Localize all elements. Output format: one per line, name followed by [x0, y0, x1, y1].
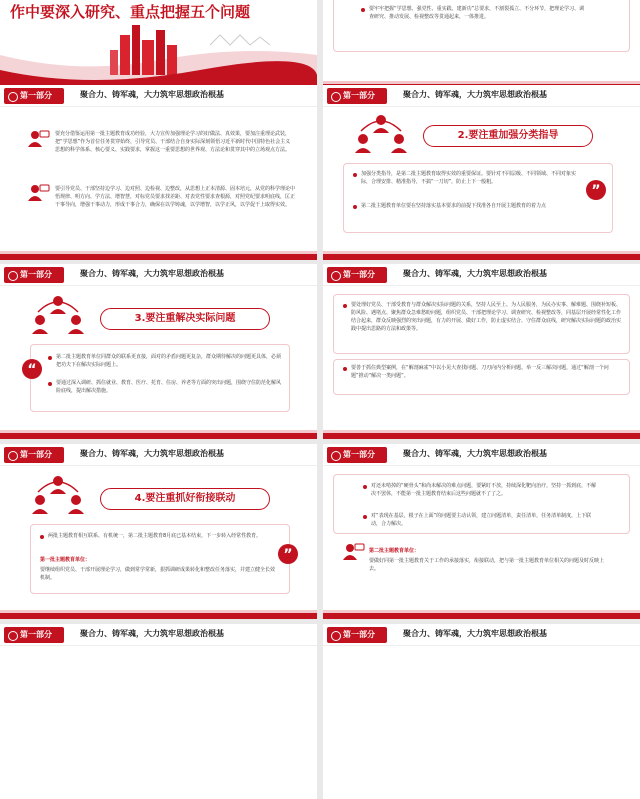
slide-header: [0, 264, 317, 286]
header-title: 聚合力、铸军魂，大力筑牢思想政治根基: [403, 449, 547, 458]
header-title: 聚合力、铸军魂，大力筑牢思想政治根基: [80, 90, 224, 99]
section-badge: 第一部分: [327, 447, 387, 463]
header-title: 聚合力、铸军魂，大力筑牢思想政治根基: [403, 629, 547, 638]
unit-label: 第一批主题教育单位：: [40, 557, 91, 563]
unit-label: 第二批主题教育单位：: [369, 548, 420, 554]
presenter-icon: [28, 183, 50, 203]
slide-header: [0, 444, 317, 466]
section-badge: 第一部分: [327, 88, 387, 104]
quote-icon: ”: [278, 544, 298, 564]
slide-header: [323, 85, 640, 107]
presenter-icon: [28, 129, 50, 149]
slide-2[interactable]: [323, 0, 640, 90]
slide-7[interactable]: [0, 444, 317, 619]
bullet-icon: [363, 515, 367, 519]
bullet-icon: [361, 8, 365, 12]
slide-6[interactable]: [323, 264, 640, 439]
paragraph-1: 对还未啃掉的“硬骨头”和尚未解决的难点问题，要紧盯不放，持续深化靶向治疗，坚持一抓到底，不解决不罢休，不能第一批主题教育结束后这些问题就不了了之。: [371, 483, 597, 497]
paragraph-2: 第二批主题教育单位要在坚持落实基本要求的前提下找准各自开展主题教育的着力点: [361, 203, 547, 209]
bullet-icon: [48, 356, 52, 360]
paragraph-3: 要做好同第一批主题教育关于工作的承接落实，衔接联动，把与第一批主题教育单位相关的问题及时反映上去。: [369, 558, 605, 572]
section-heading: 3.要注重解决实际问题: [100, 308, 270, 330]
team-icon: [30, 294, 86, 338]
slide-header: [0, 85, 317, 107]
slide-10[interactable]: [323, 624, 640, 799]
bullet-icon: [343, 367, 347, 371]
footer-bar: [0, 613, 317, 619]
paragraph-2: 要通过深入调研、抓住就业、教育、医疗、托育、住房、养老等方面的突出问题，围绕守住防范化解风险底线，提出解决措施。: [56, 380, 282, 394]
paragraph-1: 要充分借鉴运用第一批主题教育成功经验，大力宣传加强理论学习的好做法、真效果，要加注重理论武装，把“学思想”作为首位任务贯穿始终，引导党员、干部结合自身实际深刻领悟习近平新时代中国特色社会主义思想的科学体系、核心要义、实践要求，掌握这一重要思想的世界观、方法论和贯穿其中的立场观点方法。: [55, 131, 291, 153]
footer-bar: [323, 433, 640, 439]
bullet-icon: [40, 535, 44, 539]
paragraph-2: 对“表现在基层，根子在上面”的问题要主动认领，建立问题清单，责任清单，任务清单制度，上下联动，合力解决。: [371, 513, 592, 527]
slide-header: [323, 264, 640, 286]
presenter-icon: [343, 542, 365, 562]
slide-4[interactable]: [323, 85, 640, 260]
bullet-icon: [353, 205, 357, 209]
footer-bar: [0, 433, 317, 439]
bullet-icon: [363, 485, 367, 489]
footer-bar: [323, 613, 640, 619]
paragraph-2: 要继续组织党员、干部开展理论学习，做到常学常新，狠抓调研成果转化和整改任务落实，并建立健全长效机制。: [40, 567, 276, 581]
section-badge: 第一部分: [4, 267, 64, 283]
quote-icon: ”: [586, 180, 606, 200]
slide-header: [323, 624, 640, 646]
footer-bar: [323, 254, 640, 260]
slide-3[interactable]: [0, 85, 317, 260]
footer-bar: [0, 254, 317, 260]
section-badge: 第一部分: [4, 627, 64, 643]
slide-1[interactable]: [0, 0, 317, 90]
slide-8[interactable]: [323, 444, 640, 619]
section-badge: 第一部分: [327, 267, 387, 283]
team-icon: [30, 474, 86, 518]
team-icon: [353, 113, 409, 157]
bullet-icon: [353, 173, 357, 177]
slide-title: 作中要深入研究、重点把握五个问题: [10, 3, 251, 21]
section-heading: 2.要注重加强分类指导: [423, 125, 593, 147]
header-title: 聚合力、铸军魂，大力筑牢思想政治根基: [403, 269, 547, 278]
slide-5[interactable]: [0, 264, 317, 439]
quote-icon: “: [22, 359, 42, 379]
bullet-icon: [48, 382, 52, 386]
header-title: 聚合力、铸军魂，大力筑牢思想政治根基: [403, 90, 547, 99]
paragraph-1: 第二批主题教育单位同群众的联系更直接，面对的矛盾问题更复杂，群众期待解决的问题更具体，必须把功夫下在解决实际问题上。: [56, 354, 282, 368]
paragraph-2: 要善于抓住典型案例，在“解剖麻雀”中以小见大查找问题、刀刃向内分析问题、举一反三解决问题，通过“解剖一个问题”推动“解决一类问题”。: [351, 365, 609, 379]
section-badge: 第一部分: [4, 88, 64, 104]
bullet-icon: [343, 304, 347, 308]
section-badge: 第一部分: [4, 447, 64, 463]
slide-header: [323, 444, 640, 466]
header-title: 聚合力、铸军魂，大力筑牢思想政治根基: [80, 449, 224, 458]
slide-header: [0, 624, 317, 646]
paragraph-1: 要处理好党员、干部受教育与群众解决实际问题的关系，坚持人民至上、为人民服务，为民办实事、解难题、围绕补短板、防风险、遇堵点、聚焦群众急难愁盼问题，组织党员、干部把理论学习、调查研究、检视整改等，同基层开展经常性化工作结合起来，群众反映强烈的突出问题，有力的开展、做好工作，防止虚实结合、守住群众底线，研究解决实际问题的政治实践中提出思路的方法和政策等。: [351, 302, 622, 332]
paragraph-1: 两批主题教育相互联系、有机统一，第二批主题教育8月底已基本结束，下一步转入经常性教育。: [48, 533, 262, 539]
section-heading: 4.要注重抓好衔接联动: [100, 488, 270, 510]
text-item: 要牢牢把握“学思想、强党性、重实践、建新功”总要求，不割裂孤立、不分环节，把理论学习、调查研究、推动发展、检视整改等贯通起来，一体推进。: [369, 6, 585, 20]
slide-9[interactable]: [0, 624, 317, 799]
paragraph-1: 加强分类指导，是第二批主题教育取得实效的重要保证。要针对不同层级、不同领域、不同对象实际，合理安排、精准指导，不搞“一刀切”，防止上下一般粗。: [361, 171, 577, 185]
city-skyline-image: [0, 15, 317, 90]
header-title: 聚合力、铸军魂，大力筑牢思想政治根基: [80, 629, 224, 638]
paragraph-2: 要引导党员、干部坚持边学习、边对照、边检视、边整改，从思想上正本清源、固本培元，从党的科学理论中悟规律、明方向、学方法、增智慧，对标党员要求找差距、对表党性要求查根源，对照党纪要求明底线，匡正干事导向，增强干事动力，形成干事合力，确保在以学铸魂，以学增智，以学正风，以学促干上取得实效。: [55, 186, 296, 208]
header-title: 聚合力、铸军魂，大力筑牢思想政治根基: [80, 269, 224, 278]
section-badge: 第一部分: [327, 627, 387, 643]
